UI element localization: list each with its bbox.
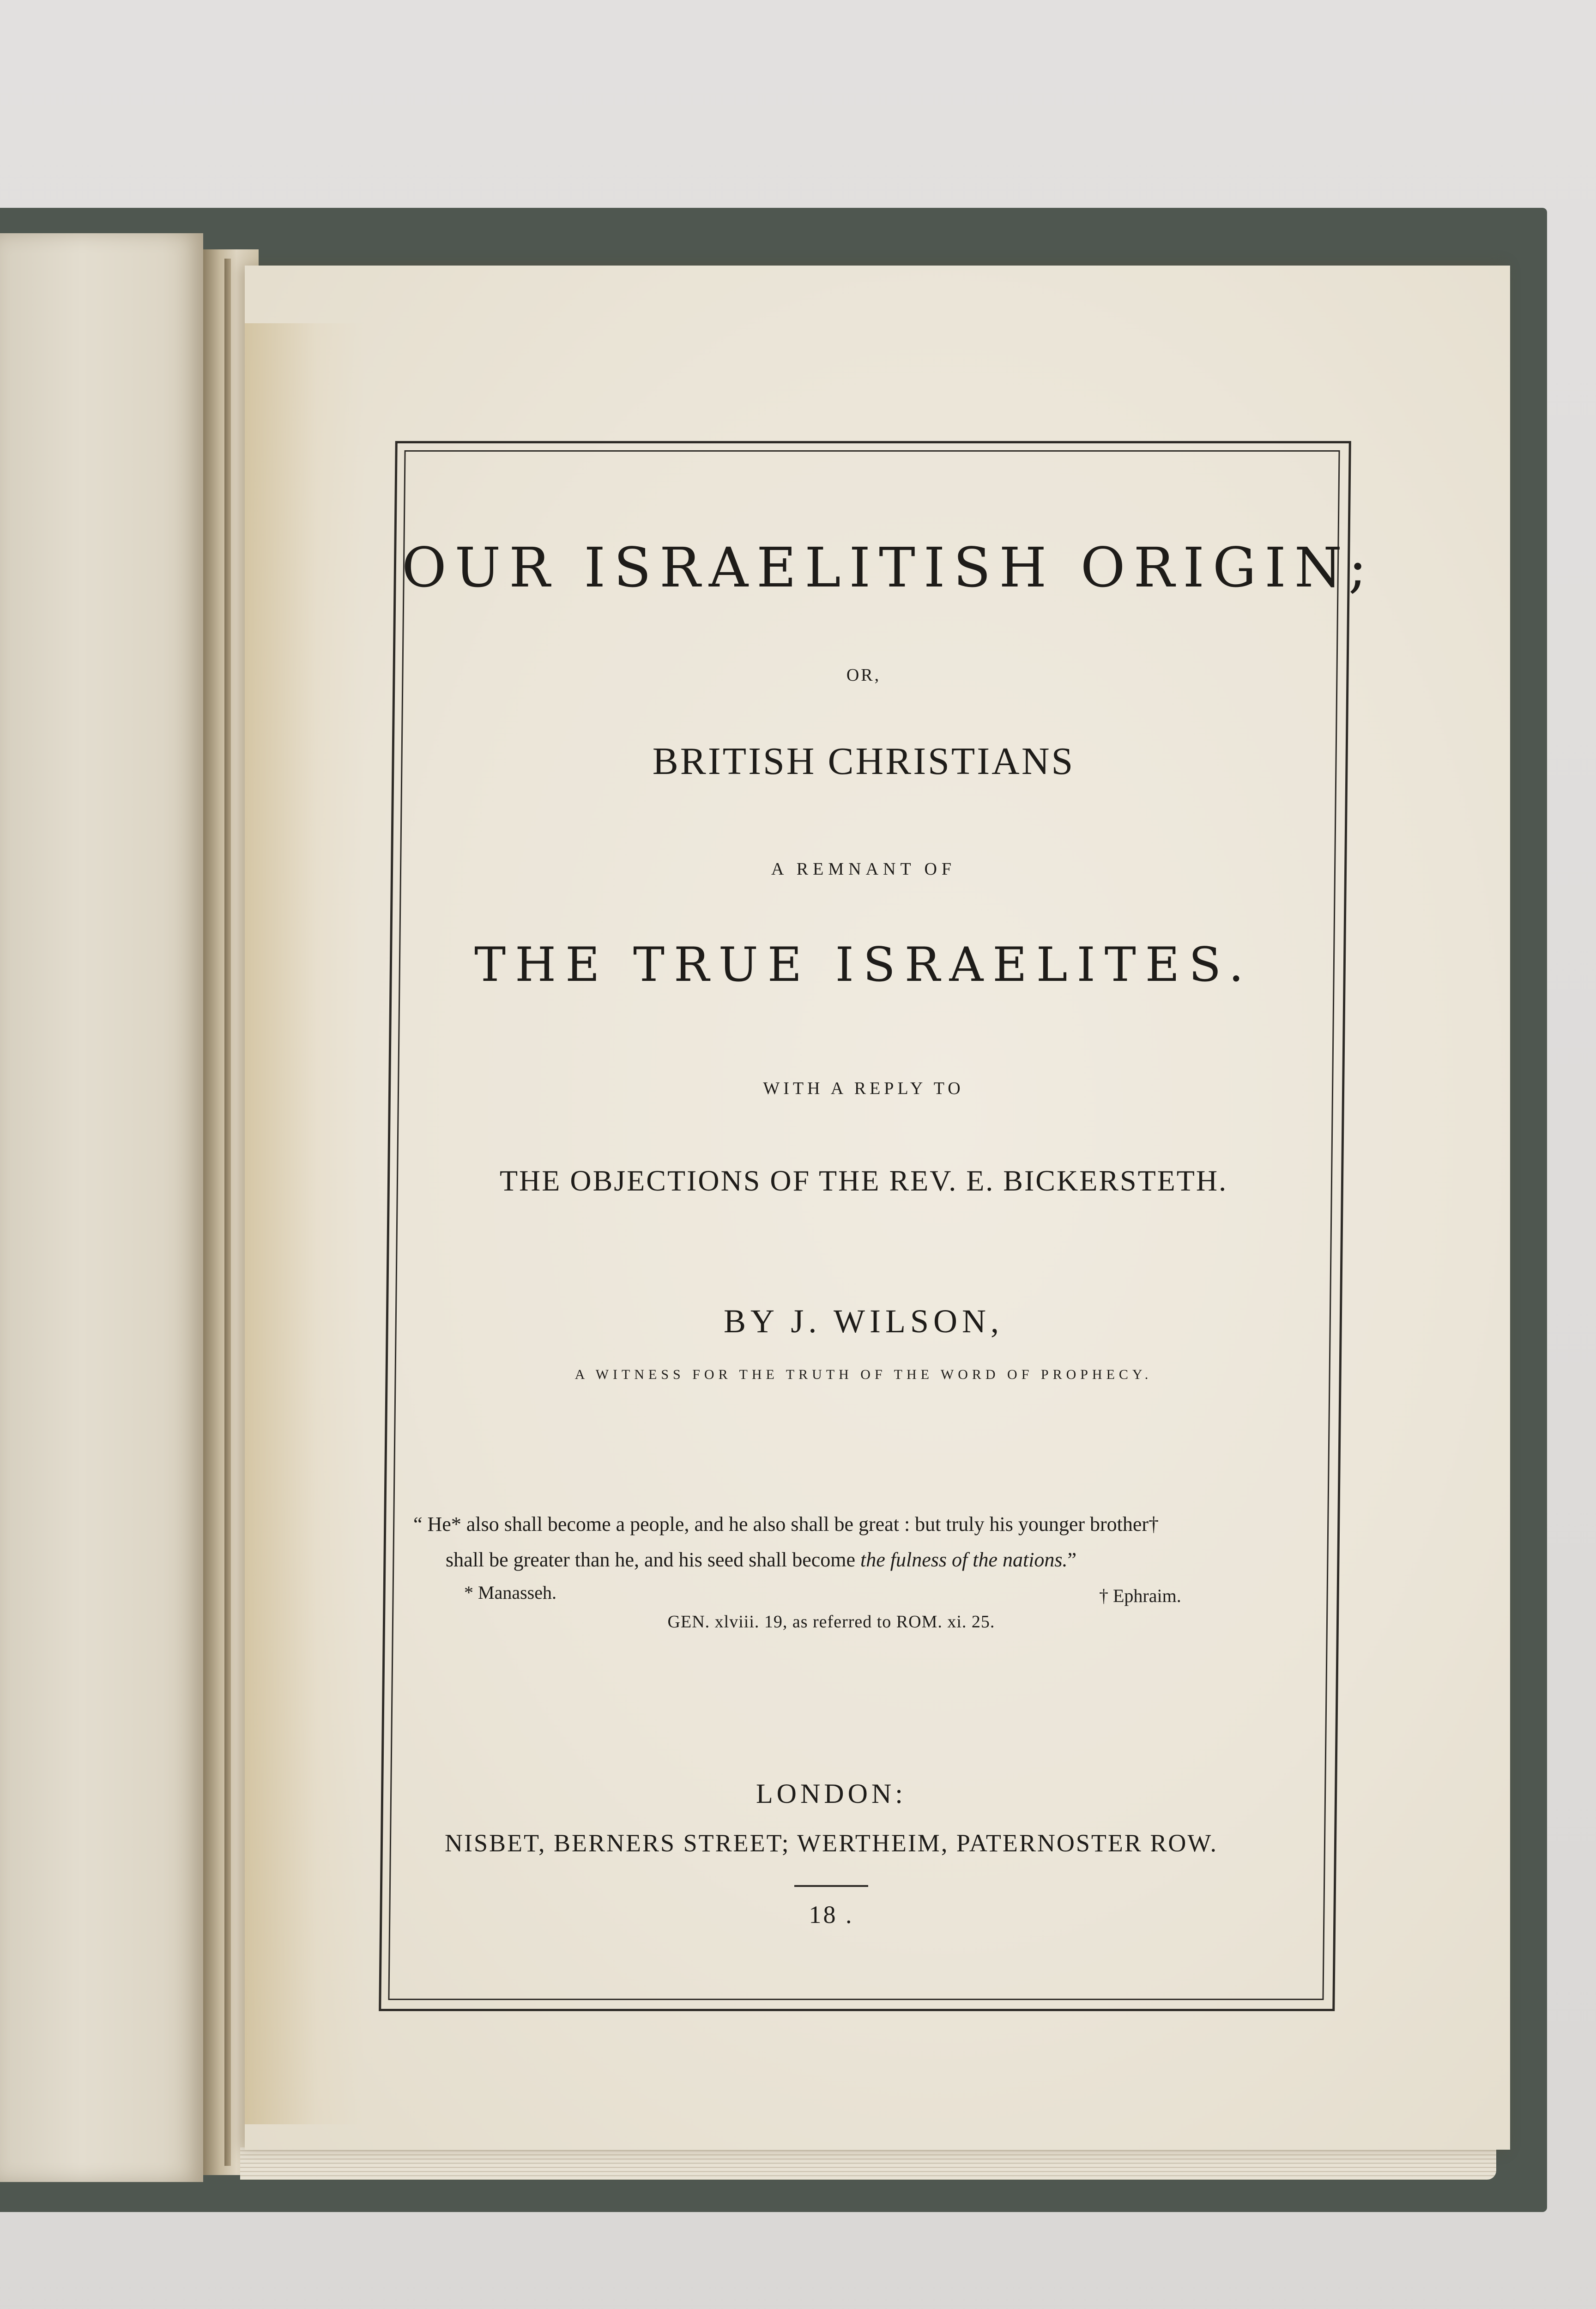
page-edges	[240, 2147, 1496, 2180]
book-subtitle: BRITISH CHRISTIANS	[652, 740, 1075, 783]
gutter-crease	[224, 259, 231, 2166]
book-author: BY J. WILSON,	[723, 1303, 1004, 1340]
title-reply: WITH A REPLY TO	[763, 1079, 964, 1098]
imprint-rule	[794, 1885, 868, 1887]
epigraph-line-2-italic: the fulness of the nations.	[860, 1548, 1068, 1571]
imprint-year: 18 .	[809, 1901, 854, 1928]
epigraph-line-2	[446, 1548, 1309, 1572]
author-description: A WITNESS FOR THE TRUTH OF THE WORD OF PROPHECY.	[574, 1367, 1153, 1382]
epigraph-reference: GEN. xlviii. 19, as referred to ROM. xi. 25.	[667, 1612, 995, 1632]
title-or: OR,	[846, 665, 881, 685]
epigraph-note-ephraim: † Ephraim.	[1099, 1585, 1181, 1606]
title-remnant: A REMNANT OF	[771, 859, 956, 879]
epigraph-line-2-end: ”	[1067, 1548, 1077, 1571]
imprint-publisher: NISBET, BERNERS STREET; WERTHEIM, PATERNOSTER ROW.	[445, 1829, 1218, 1857]
epigraph-note-manasseh: * Manasseh.	[464, 1582, 556, 1603]
page-foxing	[245, 323, 365, 2124]
title-objections: THE OBJECTIONS OF THE REV. E. BICKERSTETH.	[499, 1164, 1228, 1197]
book-subtitle-2: THE TRUE ISRAELITES.	[474, 937, 1253, 992]
imprint-city: LONDON:	[756, 1778, 907, 1809]
epigraph-line-2-start: shall be greater than he, and his seed shall become	[446, 1548, 861, 1571]
book-title: OUR ISRAELITISH ORIGIN;	[402, 536, 1375, 599]
epigraph-line-1: “ He* also shall become a people, and he also shall be great : but truly his younger brother†	[413, 1513, 1159, 1535]
endpaper-left	[0, 233, 203, 2182]
